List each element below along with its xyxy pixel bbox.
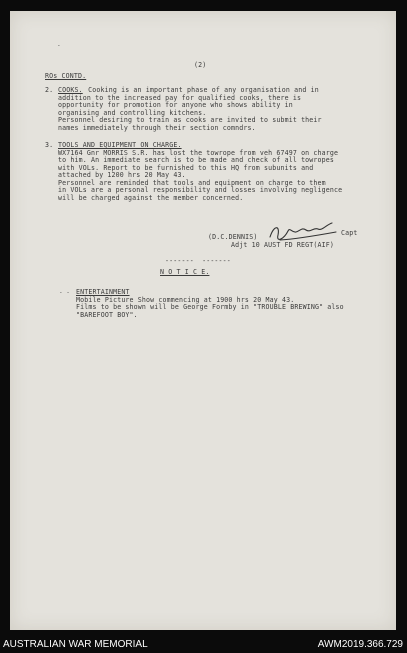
item3-line: in VOLs are a personal responsibility and losses involving negligence xyxy=(58,186,343,194)
entertainment-line: Films to be shown will be George Formby in "TROUBLE BREWING" also xyxy=(76,303,344,311)
page-number: (2) xyxy=(194,61,207,69)
item2-line: addition to the increased pay for qualified cooks, there is xyxy=(58,93,302,102)
item2-line: Cooking is an important phase of any organisation and in xyxy=(84,86,319,94)
item2-line: Personnel desiring to train as cooks are invited to submit their xyxy=(58,116,322,124)
item3-number: 3. xyxy=(45,141,54,149)
item2-number: 2. xyxy=(45,86,54,94)
archive-footer xyxy=(0,637,407,653)
footer-accession-number: AWM2019.366.729 xyxy=(317,639,403,650)
item3-line: will be charged against the member concerned. xyxy=(58,193,244,202)
footer-institution: AUSTRALIAN WAR MEMORIAL xyxy=(3,639,148,650)
notice-heading: N O T I C E. xyxy=(160,268,210,276)
item3-line: attached by 1200 hrs 20 May 43. xyxy=(58,171,186,179)
item2-line: opportunity for promotion for anyone who shows ability in xyxy=(58,101,293,109)
signature-name: (D.C.DENNIS) xyxy=(208,233,258,241)
section-heading: ROs CONTD. xyxy=(45,72,87,80)
item3-line: Personnel are reminded that tools and equipment on charge to them xyxy=(58,178,326,187)
stray-mark: - xyxy=(57,42,61,49)
entertainment-line: Mobile Picture Show commencing at 1900 hrs 20 May 43. xyxy=(76,295,295,304)
item2-line: organising and controlling kitchens. xyxy=(58,108,207,117)
item2-title: COOKS. xyxy=(58,86,83,94)
stray-mark: - - xyxy=(59,289,70,296)
item2-line: names immediately through their section comndrs. xyxy=(58,123,256,132)
entertainment-title: ENTERTAINMENT xyxy=(76,288,130,296)
item3-title: TOOLS AND EQUIPMENT ON CHARGE. xyxy=(58,141,182,149)
entertainment-line: "BAREFOOT BOY". xyxy=(76,310,138,319)
item3-line: WX7164 Gnr MORRIS S.R. has lost the towrope from veh 67497 on charge xyxy=(58,148,339,157)
signature-rank: Capt xyxy=(341,229,358,237)
item3-line: to him. An immediate search is to be made and check of all towropes xyxy=(58,156,335,164)
document-page xyxy=(10,11,396,630)
signature-appointment: Adjt 10 AUST FD REGT(AIF) xyxy=(231,241,334,249)
item3-line: with VOLs. Report to be furnished to this HQ from subunits and xyxy=(58,163,314,172)
separator-dashes: ------- ------- xyxy=(165,257,231,265)
